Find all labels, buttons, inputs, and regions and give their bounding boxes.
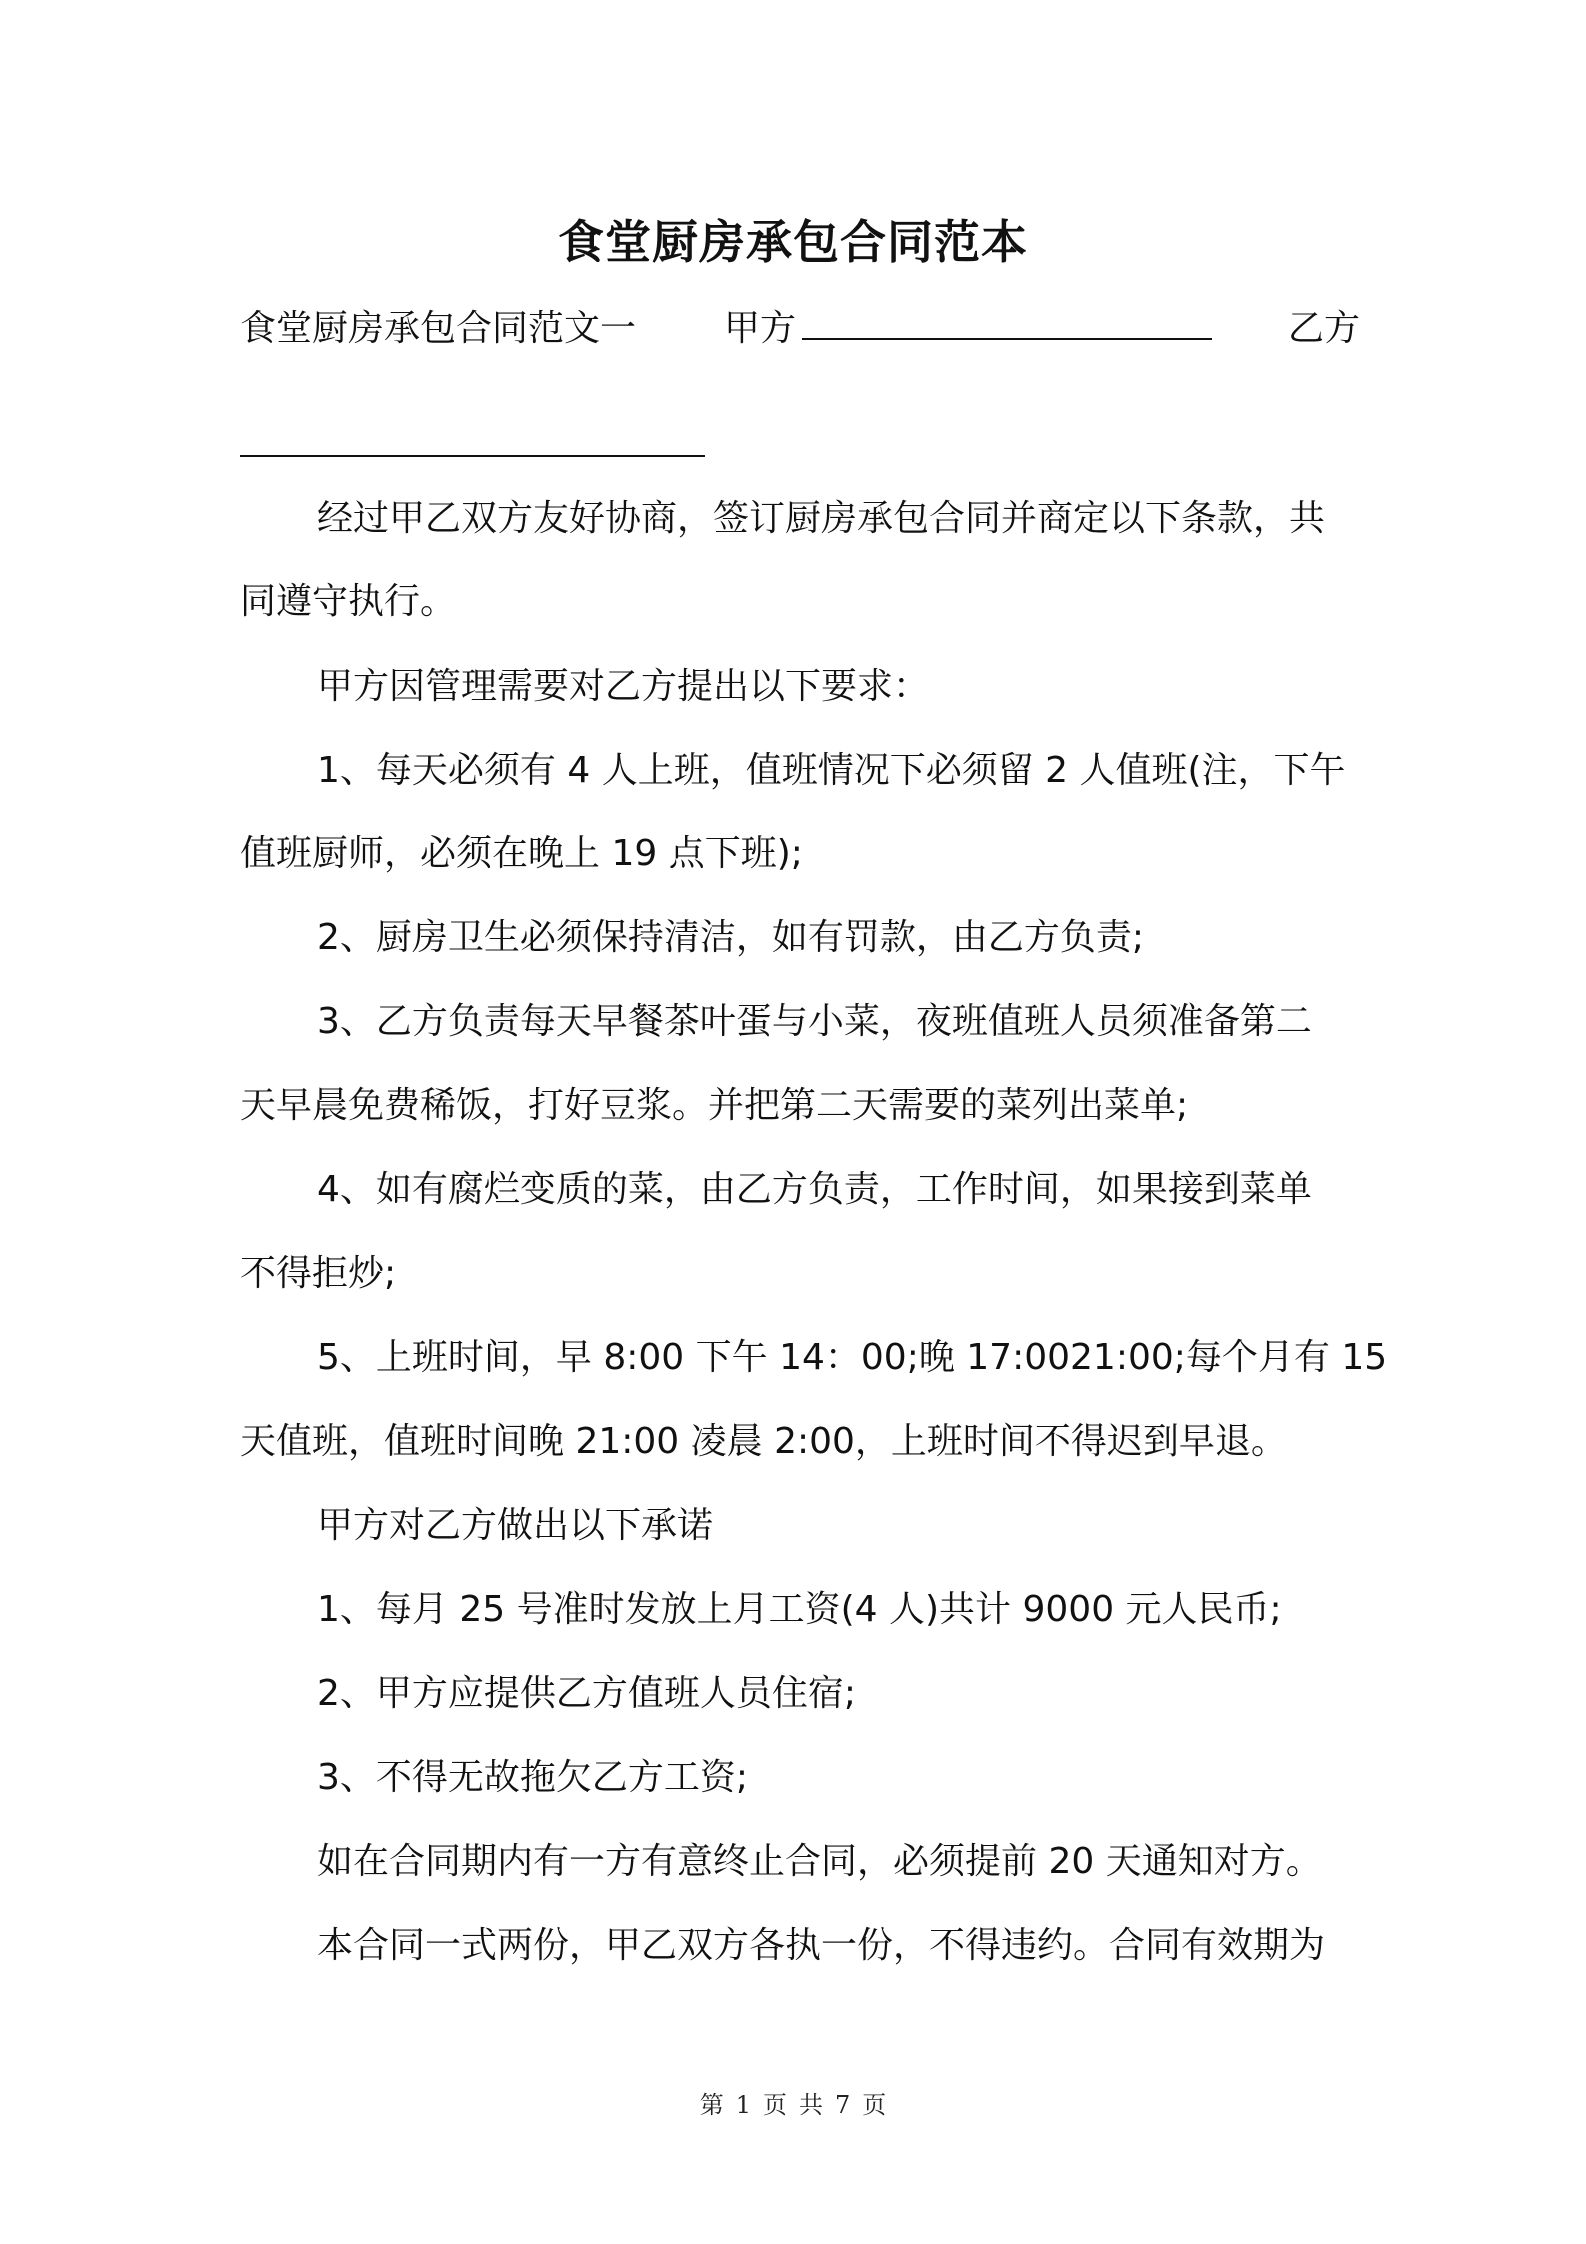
party-b-label: 乙方 (1287, 308, 1360, 349)
requirement-3-line1: 3、乙方负责每天早餐茶叶蛋与小菜，夜班值班人员须准备第二 (317, 1001, 1312, 1042)
promise-2: 2、甲方应提供乙方值班人员住宿; (317, 1673, 857, 1714)
footer-total-pages: 7 (835, 2091, 851, 2119)
requirement-4-line2: 不得拒炒; (240, 1253, 397, 1294)
copies-clause: 本合同一式两份，甲乙双方各执一份，不得违约。合同有效期为 (317, 1925, 1326, 1966)
page-footer (0, 2090, 1586, 2120)
promise-3: 3、不得无故拖欠乙方工资; (317, 1757, 749, 1798)
requirement-1-line1: 1、每天必须有 4 人上班，值班情况下必须留 2 人值班(注，下午 (317, 750, 1346, 791)
promises-heading: 甲方对乙方做出以下承诺 (317, 1505, 714, 1546)
requirement-5-line2: 天值班，值班时间晚 21:00 凌晨 2:00，上班时间不得迟到早退。 (240, 1421, 1287, 1462)
termination-clause: 如在合同期内有一方有意终止合同，必须提前 20 天通知对方。 (317, 1841, 1322, 1882)
party-a-label: 甲方 (724, 308, 797, 349)
footer-total-prefix: 共 (799, 2091, 823, 2119)
parties-line (240, 304, 1360, 353)
party-a-blank (802, 304, 1212, 340)
paragraph-intro-line1 (317, 495, 1360, 543)
footer-page-number: 1 (735, 2091, 751, 2119)
requirement-3-line2: 天早晨免费稀饭，打好豆浆。并把第二天需要的菜列出菜单; (240, 1085, 1189, 1126)
requirement-2: 2、厨房卫生必须保持清洁，如有罚款，由乙方负责; (317, 917, 1145, 958)
paragraph-text: 经过甲乙双方友好协商，签订厨房承包合同并商定以下条款，共 (317, 498, 1326, 539)
party-b-blank (240, 455, 705, 457)
requirement-4-line1: 4、如有腐烂变质的菜，由乙方负责，工作时间，如果接到菜单 (317, 1169, 1312, 1210)
paragraph-intro-line2: 同遵守执行。 (240, 581, 457, 622)
requirement-1-line2: 值班厨师，必须在晚上 19 点下班); (240, 833, 803, 874)
promise-1: 1、每月 25 号准时发放上月工资(4 人)共计 9000 元人民币; (317, 1589, 1282, 1630)
footer-total-unit: 页 (862, 2091, 887, 2119)
footer-prefix: 第 (699, 2091, 724, 2119)
requirements-heading: 甲方因管理需要对乙方提出以下要求： (317, 666, 930, 707)
document-title: 食堂厨房承包合同范本 (558, 215, 1028, 269)
document-subtitle: 食堂厨房承包合同范文一 (240, 308, 637, 349)
footer-page-unit: 页 (763, 2091, 787, 2119)
requirement-5-line1: 5、上班时间，早 8:00 下午 14：00;晚 17:0021:00;每个月有 15 (317, 1337, 1388, 1378)
